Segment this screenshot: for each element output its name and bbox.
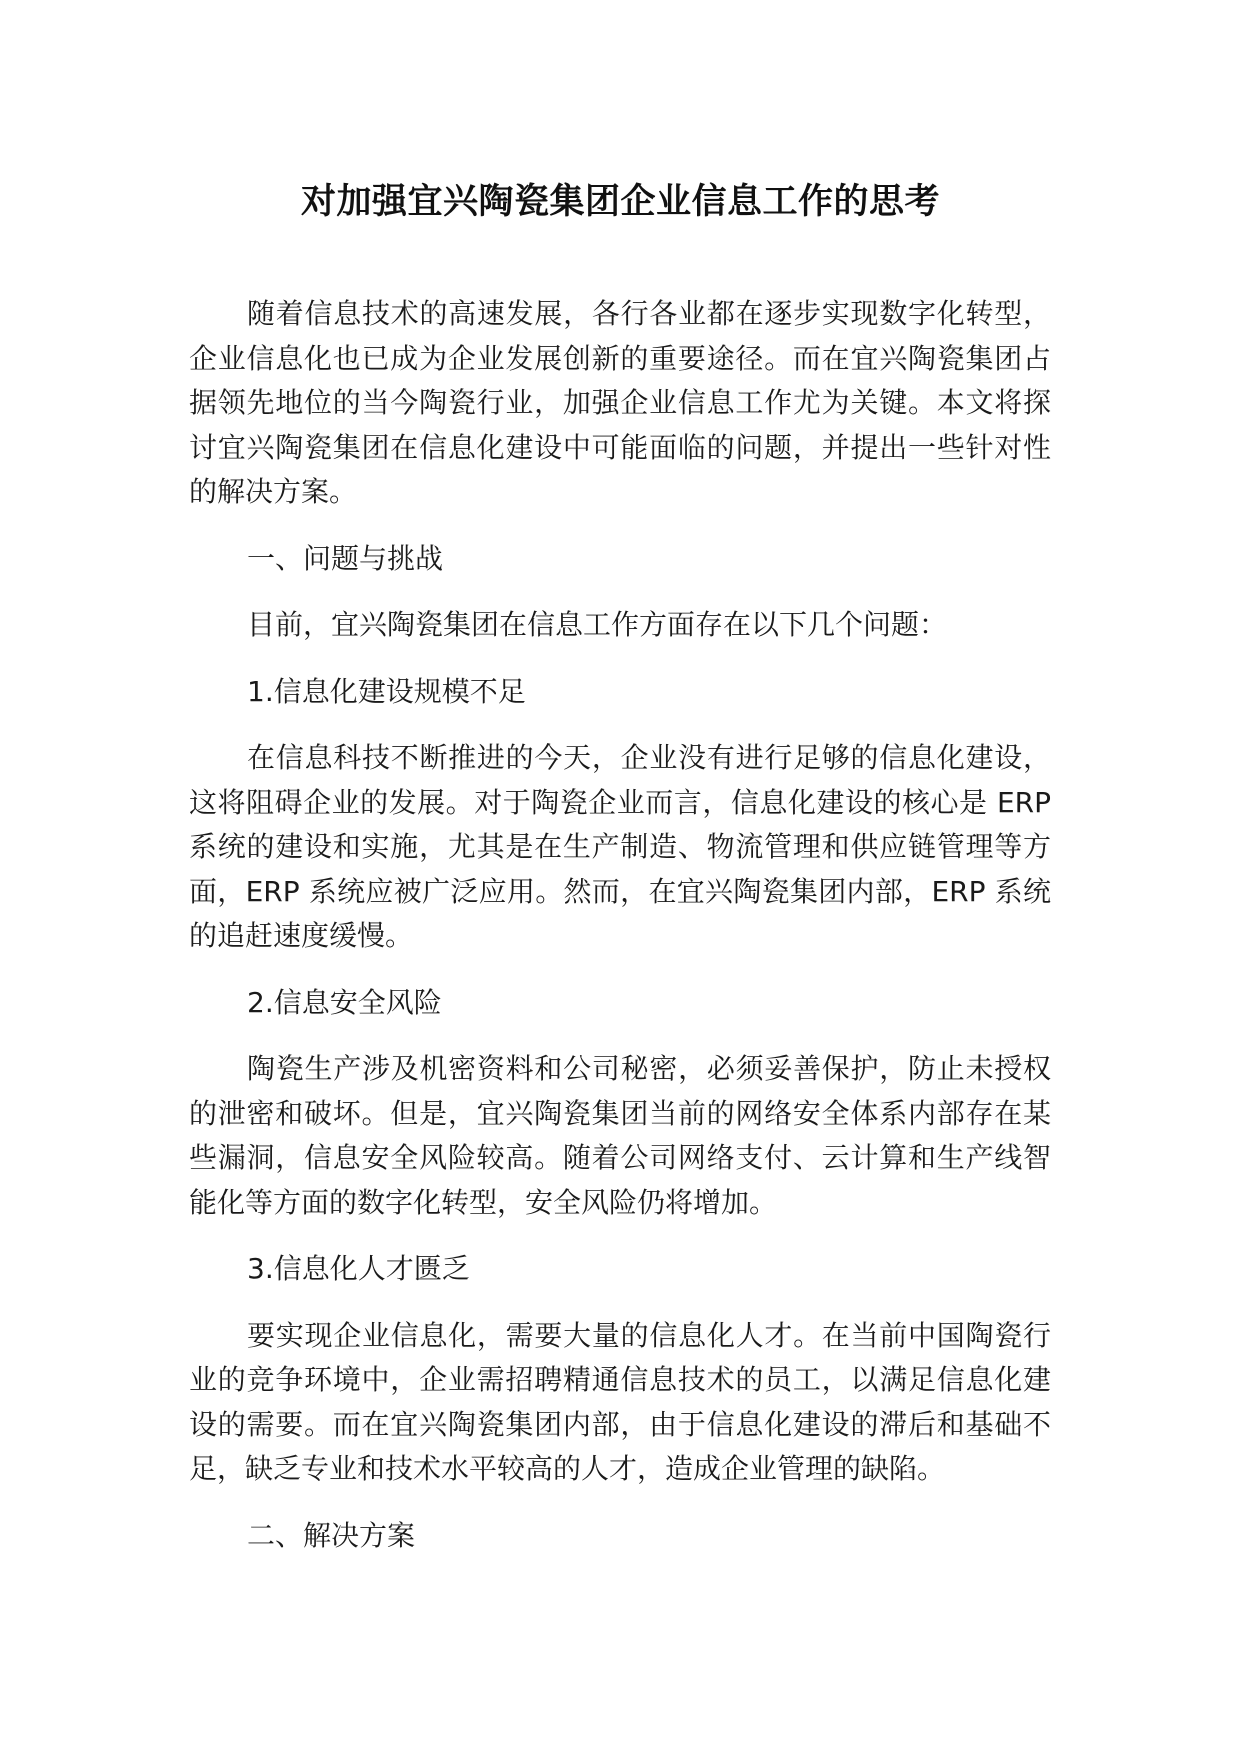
subheading-security: 2.信息安全风险 [247, 985, 442, 1019]
paragraph-intro: 随着信息技术的高速发展，各行各业都在逐步实现数字化转型，企业信息化也已成为企业发展创新的重要途径。而在宜兴陶瓷集团占据领先地位的当今陶瓷行业，加强企业信息工作尤为关键。本文将探讨宜兴陶瓷集团在信息化建设中可能面临的问题，并提出一些针对性的解决方案。 [189, 297, 1051, 508]
paragraph-problems-intro: 目前，宜兴陶瓷集团在信息工作方面存在以下几个问题： [247, 608, 948, 641]
section-heading-problems: 一、问题与挑战 [247, 541, 444, 575]
paragraph-scale: 在信息科技不断推进的今天，企业没有进行足够的信息化建设，这将阻碍企业的发展。对于陶瓷企业而言，信息化建设的核心是 ERP 系统的建设和实施，尤其是在生产制造、物流管理和供应链管理等方面，ERP 系统应被广泛应用。然而，在宜兴陶瓷集团内部，ERP 系统的追赶速度缓慢。 [189, 741, 1051, 952]
paragraph-talent: 要实现企业信息化，需要大量的信息化人才。在当前中国陶瓷行业的竞争环境中，企业需招聘精通信息技术的员工，以满足信息化建设的需要。而在宜兴陶瓷集团内部，由于信息化建设的滞后和基础不足，缺乏专业和技术水平较高的人才，造成企业管理的缺陷。 [189, 1318, 1051, 1485]
document-body [189, 292, 1051, 1558]
paragraph-security: 陶瓷生产涉及机密资料和公司秘密，必须妥善保护，防止未授权的泄密和破坏。但是，宜兴陶瓷集团当前的网络安全体系内部存在某些漏洞，信息安全风险较高。随着公司网络支付、云计算和生产线智能化等方面的数字化转型，安全风险仍将增加。 [189, 1052, 1051, 1219]
section-heading-solutions: 二、解决方案 [247, 1518, 416, 1552]
subheading-talent: 3.信息化人才匮乏 [247, 1252, 470, 1285]
document-title: 对加强宜兴陶瓷集团企业信息工作的思考 [300, 182, 940, 222]
subheading-scale: 1.信息化建设规模不足 [247, 674, 526, 708]
